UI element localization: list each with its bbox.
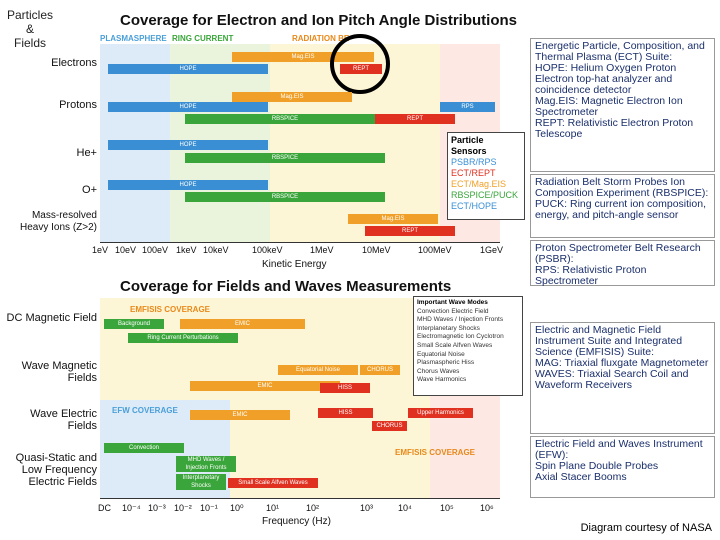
- legend-item: MHD Waves / Injection Fronts: [417, 316, 504, 324]
- energy-axis-label: Kinetic Energy: [262, 259, 327, 270]
- particle-sensors-legend: [447, 132, 525, 220]
- region-label: EMFISIS COVERAGE: [130, 305, 211, 314]
- row-label-wave-magnetic: Wave Magnetic Fields: [21, 360, 97, 384]
- legend-item: Plasmaspheric Hiss: [417, 359, 475, 367]
- credit-text: Diagram courtesy of NASA: [580, 522, 712, 534]
- panel-text: Radiation Belt Storm Probes Ion Composition Experiment (RBSPICE):: [535, 176, 709, 199]
- bar-protons-rbspice: RBSPICE: [185, 114, 385, 124]
- efw-panel: [530, 436, 715, 498]
- tick-label: 10⁴: [398, 503, 412, 513]
- bar-wm-hiss: HISS: [320, 383, 370, 393]
- legend-item: Chorus Waves: [417, 367, 460, 375]
- tick-label: DC: [98, 503, 111, 513]
- rbspice-panel: [530, 174, 715, 238]
- row-label-heavy-ions: Mass-resolved Heavy Ions (Z>2): [20, 210, 97, 233]
- panel-text: Proton Spectrometer Belt Research (PSBR):: [535, 242, 701, 265]
- bar-we-chorus: CHORUS: [372, 421, 407, 431]
- panel-text: RPS: Relativistic Proton Spectrometer: [535, 264, 647, 287]
- bar-qs-interplanetary: Interplanetary Shocks: [176, 474, 226, 490]
- bar-wm-chorus: CHORUS: [360, 365, 400, 375]
- energy-axis-line: [100, 242, 500, 243]
- tick-label: 100eV: [142, 245, 169, 255]
- bar-o-hope: HOPE: [108, 180, 268, 190]
- legend-item: Wave Harmonics: [417, 376, 467, 384]
- region-label: PLASMASPHERE: [100, 34, 167, 43]
- panel-text: MAG: Triaxial fluxgate Magnetometer: [535, 357, 709, 369]
- tick-label: 1GeV: [480, 245, 504, 255]
- legend-item: PSBR/RPS: [451, 157, 497, 167]
- bar-wm-emic: EMIC: [190, 381, 340, 391]
- tick-label: 10⁻⁴: [122, 503, 141, 513]
- legend-item: RBSPICE/PUCK: [451, 190, 519, 200]
- row-label-wave-electric: Wave Electric Fields: [30, 408, 97, 432]
- legend-title: Particle Sensors: [451, 135, 487, 156]
- emfisis-panel: [530, 322, 715, 434]
- wave-modes-legend: [413, 296, 523, 396]
- tick-label: 100keV: [252, 245, 283, 255]
- tick-label: 10¹: [266, 503, 280, 513]
- row-label-quasi-static: Quasi-Static and Low Frequency Electric Fields: [15, 452, 97, 488]
- bar-electrons-mageis: Mag.EIS: [232, 52, 374, 62]
- tick-label: 10eV: [115, 245, 137, 255]
- bar-o-rbspice: RBSPICE: [185, 192, 385, 202]
- panel-text: Spin Plane Double Probes: [535, 460, 659, 472]
- bar-qs-alfven: Small Scale Alfven Waves: [228, 478, 318, 488]
- panel-text: Energetic Particle, Composition, and Thermal Plasma (ECT) Suite:: [535, 40, 705, 63]
- bar-he-rbspice: RBSPICE: [185, 153, 385, 163]
- panel-text: Electric and Magnetic Field Instrument Suite and Integrated Science (EMFISIS) Suite:: [535, 324, 683, 358]
- highlight-circle: [330, 34, 390, 94]
- row-label-he: He+: [76, 147, 97, 159]
- frequency-axis-label: Frequency (Hz): [262, 516, 331, 527]
- bar-electrons-hope: HOPE: [108, 64, 268, 74]
- row-label-electrons: Electrons: [51, 57, 97, 69]
- bar-we-upper-harmonics: Upper Harmonics: [408, 408, 473, 418]
- tick-label: 10⁻²: [174, 503, 192, 513]
- fields-title: Coverage for Fields and Waves Measurements: [120, 278, 452, 295]
- particles-title: Coverage for Electron and Ion Pitch Angle Distributions: [120, 12, 517, 29]
- legend-item: ECT/REPT: [451, 168, 496, 178]
- bar-qs-mhd: MHD Waves / Injection Fronts: [176, 456, 236, 472]
- tick-label: 10²: [306, 503, 320, 513]
- region-label: EMFISIS COVERAGE: [395, 448, 476, 457]
- tick-label: 10⁻³: [148, 503, 166, 513]
- tick-label: 10MeV: [362, 245, 391, 255]
- tick-label: 10⁻¹: [200, 503, 218, 513]
- corner-label-line: &: [25, 22, 34, 36]
- bar-wm-equatorial-noise: Equatorial Noise: [278, 365, 358, 375]
- panel-text: Mag.EIS: Magnetic Electron Ion Spectrometer: [535, 95, 683, 118]
- row-label-protons: Protons: [59, 99, 97, 111]
- bar-we-emic: EMIC: [190, 410, 290, 420]
- panel-text: WAVES: Triaxial Search Coil and Waveform Receivers: [535, 368, 689, 391]
- legend-item: ECT/HOPE: [451, 201, 498, 211]
- bar-dc-ring-current: Ring Current Perturbations: [128, 333, 238, 343]
- bar-protons-hope: HOPE: [108, 102, 268, 112]
- tick-label: 100MeV: [418, 245, 452, 255]
- tick-label: 1keV: [176, 245, 197, 255]
- row-label-o: O+: [82, 184, 97, 196]
- tick-label: 10⁰: [230, 503, 244, 513]
- row-label-dc-magnetic: DC Magnetic Field: [6, 312, 97, 324]
- panel-text: Axial Stacer Booms: [535, 471, 627, 483]
- bar-protons-rept: REPT: [375, 114, 455, 124]
- corner-label-line: Fields: [13, 36, 46, 50]
- legend-title: Important Wave Modes: [417, 299, 488, 306]
- bar-protons-mageis: Mag.EIS: [232, 92, 352, 102]
- region-label: RADIATION BE: [292, 34, 350, 43]
- ect-panel: [530, 38, 715, 172]
- panel-text: PUCK: Ring current ion composition, energy, and pitch-angle sensor: [535, 198, 706, 221]
- bar-heavy-rept: REPT: [365, 226, 455, 236]
- legend-item: Equatorial Noise: [417, 350, 465, 358]
- bar-electrons-rept: REPT: [340, 64, 382, 74]
- tick-label: 10⁵: [440, 503, 454, 513]
- panel-text: Electric Field and Waves Instrument (EFW):: [535, 438, 703, 461]
- legend-item: ECT/Mag.EIS: [451, 179, 507, 189]
- bar-we-hiss: HISS: [318, 408, 373, 418]
- corner-label: [0, 8, 60, 50]
- corner-label-line: Particles: [6, 8, 53, 22]
- bar-he-hope: HOPE: [108, 140, 268, 150]
- panel-text: REPT: Relativistic Electron Proton Telescope: [535, 117, 694, 140]
- region-label: EFW COVERAGE: [112, 406, 178, 415]
- tick-label: 10⁶: [480, 503, 494, 513]
- tick-label: 10keV: [203, 245, 229, 255]
- tick-label: 1MeV: [310, 245, 334, 255]
- bar-heavy-mageis: Mag.EIS: [348, 214, 438, 224]
- bar-dc-background: Background: [104, 319, 164, 329]
- bar-qs-convection: Convection: [104, 443, 184, 453]
- legend-item: Convection Electric Field: [417, 307, 489, 315]
- region-label: RING CURRENT: [172, 34, 234, 43]
- legend-item: Small Scale Alfven Waves: [417, 341, 493, 349]
- legend-item: Electromagnetic Ion Cyclotron: [417, 333, 504, 341]
- psbr-panel: [530, 240, 715, 286]
- bar-protons-rps: RPS: [440, 102, 495, 112]
- tick-label: 10³: [360, 503, 374, 513]
- tick-label: 1eV: [92, 245, 109, 255]
- frequency-axis-line: [100, 498, 500, 499]
- bar-dc-emic: EMIC: [180, 319, 305, 329]
- legend-item: Interplanetary Shocks: [417, 324, 480, 332]
- panel-text: HOPE: Helium Oxygen Proton Electron top-hat analyzer and coincidence detector: [535, 62, 677, 96]
